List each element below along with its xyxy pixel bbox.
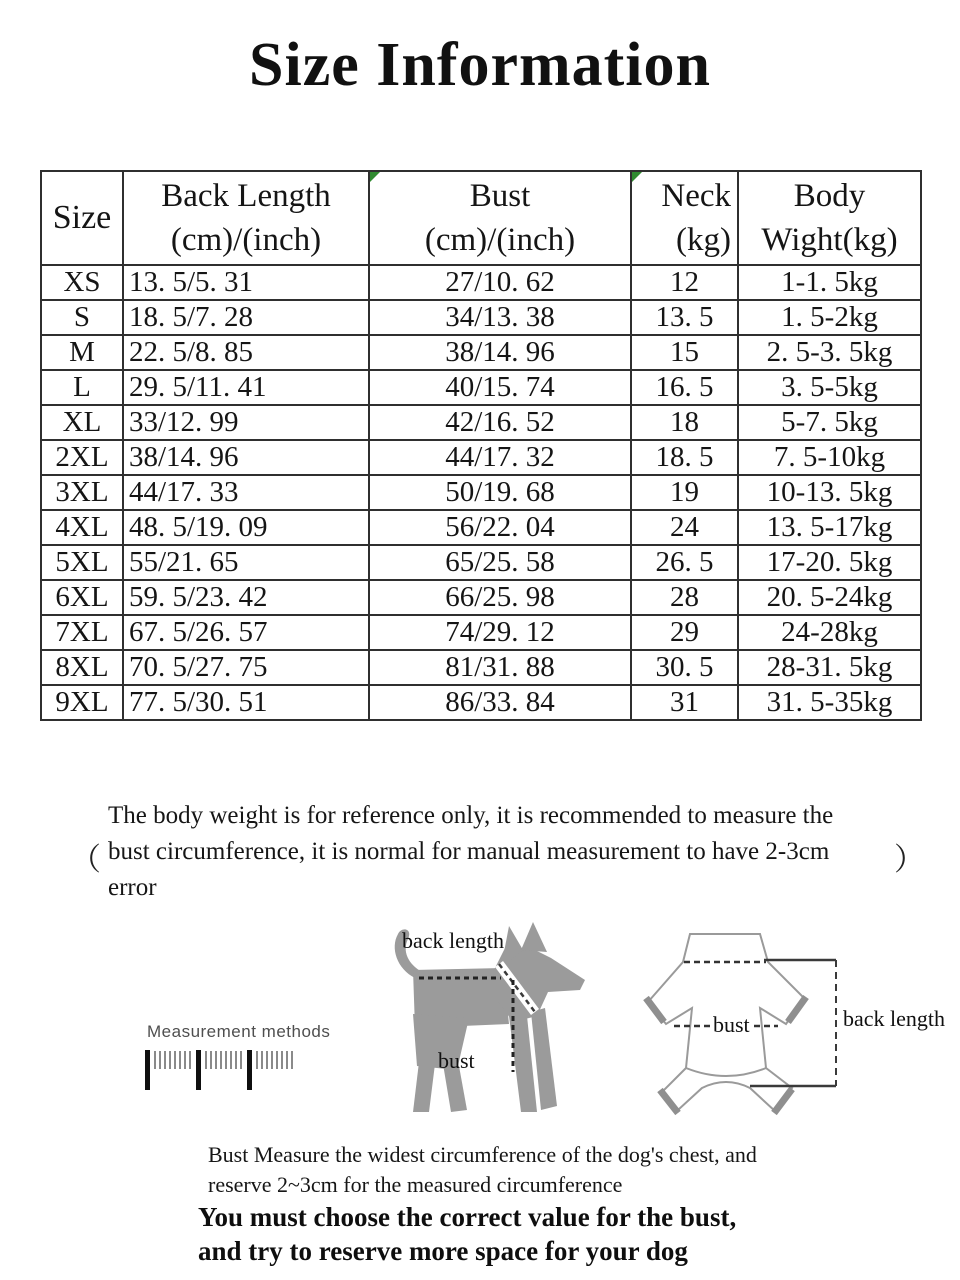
size-cell: 3XL: [41, 475, 123, 510]
size-table-header: [41, 171, 921, 265]
back-length-cell: 33/12. 99: [123, 405, 369, 440]
back-length-cell: 29. 5/11. 41: [123, 370, 369, 405]
note-open-paren: （: [70, 842, 101, 877]
table-row: [41, 405, 921, 440]
back-length-cell: 59. 5/23. 42: [123, 580, 369, 615]
back-length-cell: 18. 5/7. 28: [123, 300, 369, 335]
neck-cell: 12: [631, 265, 738, 300]
back-length-cell: 44/17. 33: [123, 475, 369, 510]
table-row: [41, 475, 921, 510]
measurement-methods-label: Measurement methods: [147, 1022, 331, 1041]
neck-cell: 19: [631, 475, 738, 510]
body-weight-cell: 28-31. 5kg: [738, 650, 921, 685]
bust-measure-note-line2: reserve 2~3cm for the measured circumference: [208, 1172, 623, 1197]
header-row: [41, 171, 921, 265]
bust-cell: 27/10. 62: [369, 265, 631, 300]
body-weight-cell: 31. 5-35kg: [738, 685, 921, 720]
header-bust: [369, 171, 631, 265]
table-row: [41, 370, 921, 405]
dog-bust-label: bust: [438, 1048, 475, 1073]
table-row: [41, 615, 921, 650]
header-neck-line1: Neck: [661, 178, 731, 214]
note-close-paren: ）: [894, 842, 925, 877]
table-row: [41, 510, 921, 545]
size-table: [40, 170, 922, 721]
header-back-length-line2: (cm)/(inch): [170, 222, 322, 258]
note-line-1: The body weight is for reference only, it is recommended to measure the: [108, 802, 834, 829]
size-cell: XS: [41, 265, 123, 300]
neck-cell: 16. 5: [631, 370, 738, 405]
body-weight-cell: 13. 5-17kg: [738, 510, 921, 545]
neck-cell: 26. 5: [631, 545, 738, 580]
back-length-cell: 70. 5/27. 75: [123, 650, 369, 685]
note-line-2: bust circumference, it is normal for manual measurement to have 2-3cm: [108, 838, 830, 865]
bust-measure-note: [208, 1140, 757, 1200]
body-weight-cell: 17-20. 5kg: [738, 545, 921, 580]
table-row: [41, 650, 921, 685]
bust-cell: 81/31. 88: [369, 650, 631, 685]
back-length-cell: 67. 5/26. 57: [123, 615, 369, 650]
back-length-cell: 77. 5/30. 51: [123, 685, 369, 720]
header-body-weight-line1: Body: [793, 178, 866, 214]
body-weight-cell: 3. 5-5kg: [738, 370, 921, 405]
page-title: Size Information: [248, 31, 712, 99]
body-weight-cell: 10-13. 5kg: [738, 475, 921, 510]
header-neck: [631, 171, 738, 265]
neck-cell: 24: [631, 510, 738, 545]
neck-cell: 15: [631, 335, 738, 370]
back-length-cell: 38/14. 96: [123, 440, 369, 475]
ruler-icon: [145, 1050, 301, 1092]
neck-cell: 18. 5: [631, 440, 738, 475]
size-table-body: [41, 265, 921, 720]
bust-cell: 66/25. 98: [369, 580, 631, 615]
table-row: [41, 580, 921, 615]
size-cell: 6XL: [41, 580, 123, 615]
body-weight-cell: 1. 5-2kg: [738, 300, 921, 335]
table-row: [41, 545, 921, 580]
back-length-cell: 22. 5/8. 85: [123, 335, 369, 370]
bust-cell: 56/22. 04: [369, 510, 631, 545]
neck-cell: 28: [631, 580, 738, 615]
neck-cell: 18: [631, 405, 738, 440]
neck-cell: 29: [631, 615, 738, 650]
body-weight-cell: 20. 5-24kg: [738, 580, 921, 615]
size-cell: M: [41, 335, 123, 370]
bust-cell: 44/17. 32: [369, 440, 631, 475]
bust-cell: 50/19. 68: [369, 475, 631, 510]
size-cell: 7XL: [41, 615, 123, 650]
back-length-cell: 55/21. 65: [123, 545, 369, 580]
bust-cell: 40/15. 74: [369, 370, 631, 405]
neck-cell: 13. 5: [631, 300, 738, 335]
size-cell: L: [41, 370, 123, 405]
table-row: [41, 300, 921, 335]
size-cell: S: [41, 300, 123, 335]
excel-error-marker-icon: [632, 172, 642, 182]
bust-cell: 42/16. 52: [369, 405, 631, 440]
body-weight-cell: 24-28kg: [738, 615, 921, 650]
header-back-length-line1: Back Length: [161, 178, 331, 214]
header-bust-line1: Bust: [469, 178, 531, 214]
note-line-3: error: [108, 874, 157, 901]
table-row: [41, 685, 921, 720]
choose-value-warning: [198, 1200, 736, 1268]
size-cell: 8XL: [41, 650, 123, 685]
garment-back-length-label: back length: [843, 1006, 946, 1031]
body-weight-cell: 5-7. 5kg: [738, 405, 921, 440]
table-row: [41, 335, 921, 370]
excel-error-marker-icon: [370, 172, 380, 182]
body-weight-cell: 2. 5-3. 5kg: [738, 335, 921, 370]
bust-measure-note-line1: Bust Measure the widest circumference of the dog's chest, and: [208, 1142, 757, 1167]
back-length-cell: 13. 5/5. 31: [123, 265, 369, 300]
choose-value-warning-line1: You must choose the correct value for the bust,: [198, 1202, 737, 1232]
table-row: [41, 440, 921, 475]
bust-cell: 34/13. 38: [369, 300, 631, 335]
header-back-length: [123, 171, 369, 265]
bust-cell: 86/33. 84: [369, 685, 631, 720]
size-cell: 5XL: [41, 545, 123, 580]
size-cell: 4XL: [41, 510, 123, 545]
garment-bust-label: bust: [710, 1012, 753, 1038]
body-weight-cell: 1-1. 5kg: [738, 265, 921, 300]
neck-cell: 30. 5: [631, 650, 738, 685]
table-row: [41, 265, 921, 300]
body-weight-cell: 7. 5-10kg: [738, 440, 921, 475]
bust-cell: 74/29. 12: [369, 615, 631, 650]
size-cell: 2XL: [41, 440, 123, 475]
header-neck-line2: (kg): [676, 222, 731, 258]
choose-value-warning-line2: and try to reserve more space for your dog: [198, 1236, 688, 1266]
neck-cell: 31: [631, 685, 738, 720]
size-cell: 9XL: [41, 685, 123, 720]
header-bust-line2: (cm)/(inch): [424, 222, 576, 258]
header-body-weight-line2: Wight(kg): [761, 222, 898, 258]
bust-cell: 38/14. 96: [369, 335, 631, 370]
header-body-weight: [738, 171, 921, 265]
back-length-cell: 48. 5/19. 09: [123, 510, 369, 545]
dog-back-length-label: back length: [402, 928, 505, 953]
bust-cell: 65/25. 58: [369, 545, 631, 580]
header-size: Size: [41, 171, 123, 265]
size-cell: XL: [41, 405, 123, 440]
